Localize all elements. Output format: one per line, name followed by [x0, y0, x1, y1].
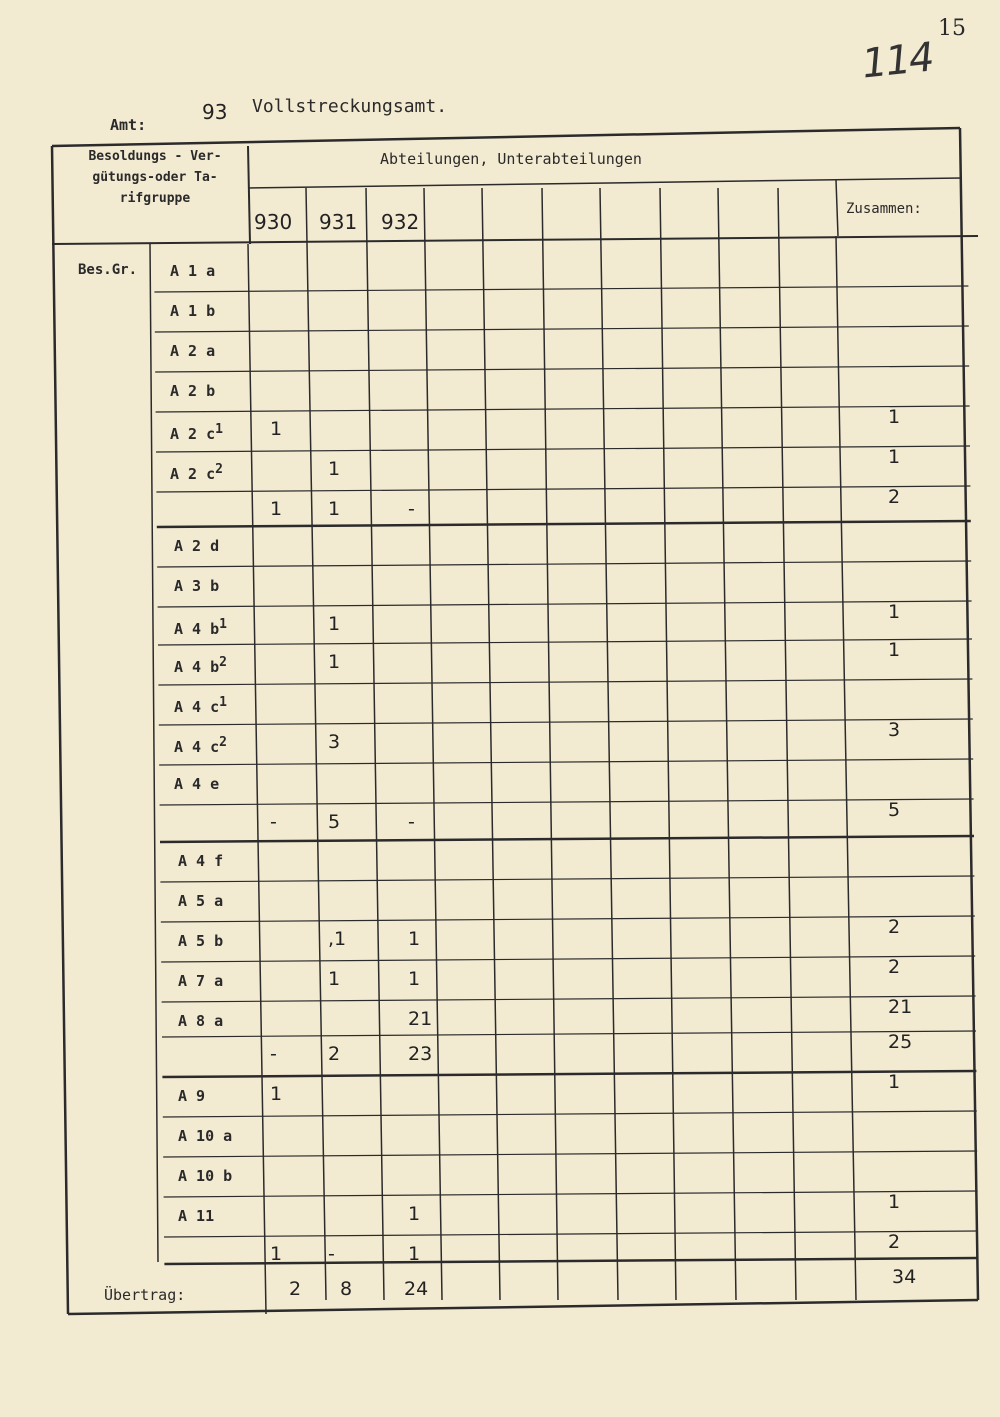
group-label: [178, 892, 223, 910]
row-total: 1: [888, 601, 901, 623]
group-label: [170, 462, 223, 483]
group-label-text: A 7 a: [178, 972, 224, 990]
row-total: 2: [888, 956, 901, 978]
bes-gr-label: Bes.Gr.: [78, 262, 138, 278]
column-line: [424, 188, 442, 1300]
group-label: [178, 932, 223, 950]
departments-header: Abteilungen, Unterabteilungen: [380, 150, 642, 168]
cell-value: 1: [408, 1243, 421, 1265]
row-line: [163, 1111, 977, 1117]
department-930: 930: [254, 210, 293, 234]
group-label: [174, 655, 227, 676]
row-line: [162, 1031, 976, 1037]
group-label: [178, 852, 223, 870]
subtotal-line: [164, 1258, 978, 1264]
header-total-divider: [836, 180, 838, 236]
row-line: [160, 876, 974, 882]
group-label: [170, 302, 215, 320]
cell-value: 1: [270, 1243, 283, 1265]
group-header-line: Besoldungs - Ver-: [88, 149, 222, 164]
group-label-text: A 4 c: [174, 698, 220, 716]
row-line: [154, 286, 968, 292]
row-total: 2: [888, 486, 901, 508]
row-line: [158, 679, 972, 685]
cell-value: -: [408, 811, 415, 833]
group-label-text: A 10 b: [178, 1167, 233, 1185]
department-931: 931: [319, 210, 358, 234]
cell-value: 1: [408, 968, 421, 990]
cell-value: -: [270, 1043, 277, 1065]
row-total: 1: [888, 446, 901, 468]
office-name: Vollstreckungsamt.: [252, 96, 448, 117]
column-line: [778, 188, 796, 1300]
group-label-text: A 1 a: [170, 262, 216, 280]
total-header: Zusammen:: [846, 201, 922, 217]
table-border-right: [960, 128, 978, 1300]
table-border-top: [52, 128, 960, 146]
group-label-text: A 3 b: [174, 577, 220, 595]
row-line: [158, 601, 972, 607]
cell-value: 1: [328, 458, 341, 480]
group-label: [170, 262, 215, 280]
table-border-left: [52, 146, 68, 1314]
group-label: [178, 1207, 214, 1225]
group-column-header: [62, 146, 248, 209]
group-label-text: A 9: [178, 1087, 206, 1105]
group-label: [178, 972, 223, 990]
row-line: [161, 956, 975, 962]
group-label-text: A 2 b: [170, 382, 216, 400]
cell-value: 1: [270, 418, 283, 440]
group-label-superscript: 1: [219, 617, 227, 632]
group-label: [174, 537, 219, 555]
row-line: [164, 1231, 978, 1237]
cell-value: 1: [408, 1203, 421, 1225]
handwritten-folio-number: 114: [859, 34, 935, 88]
column-line: [248, 244, 266, 1314]
row-total: 3: [888, 719, 901, 741]
group-label: [174, 735, 227, 756]
office-label: Amt:: [110, 116, 147, 134]
group-label-text: A 4 c: [174, 738, 220, 756]
group-label-superscript: 1: [219, 695, 227, 710]
group-label: [170, 342, 215, 360]
subtotal-line: [160, 836, 974, 842]
group-label: [174, 617, 227, 638]
cell-value: 1: [328, 498, 341, 520]
row-line: [159, 759, 973, 765]
group-label-text: A 4 f: [178, 852, 224, 870]
page-number: 15: [938, 16, 966, 41]
uebertrag-value: 24: [404, 1278, 429, 1300]
cell-value: 23: [408, 1043, 433, 1065]
cell-value: 2: [328, 1043, 341, 1065]
group-label-text: A 2 a: [170, 342, 216, 360]
row-line: [161, 916, 975, 922]
group-header-line: rifgruppe: [119, 191, 191, 206]
subtotal-line: [157, 521, 971, 527]
cell-value: 1: [270, 1083, 283, 1105]
subtotal-line: [162, 1071, 976, 1077]
row-line: [159, 719, 973, 725]
group-label-text: A 4 b: [174, 658, 220, 676]
cell-value: 1: [408, 928, 421, 950]
group-label: [178, 1127, 232, 1145]
group-label-text: A 5 b: [178, 932, 224, 950]
group-header-line: gütungs-oder Ta-: [92, 170, 218, 185]
group-label-text: A 11: [178, 1207, 215, 1225]
row-line: [162, 996, 976, 1002]
cell-value: 1: [328, 651, 341, 673]
header-group-divider: [248, 146, 250, 244]
row-line: [163, 1151, 977, 1157]
row-total: 25: [888, 1031, 913, 1053]
row-total: 21: [888, 996, 913, 1018]
group-label: [178, 1167, 232, 1185]
group-label-superscript: 2: [215, 462, 223, 477]
row-line: [156, 406, 970, 412]
row-line: [155, 326, 969, 332]
header-sub-line: [248, 178, 962, 188]
group-label-text: A 4 e: [174, 775, 220, 793]
column-line: [366, 188, 384, 1300]
row-line: [164, 1191, 978, 1197]
cell-value: 5: [328, 811, 341, 833]
uebertrag-value: 2: [289, 1278, 302, 1300]
cell-value: -: [328, 1243, 335, 1265]
row-total: 1: [888, 406, 901, 428]
row-total: 2: [888, 1231, 901, 1253]
group-label-text: A 8 a: [178, 1012, 224, 1030]
cell-value: ,1: [328, 928, 347, 950]
group-label: [170, 422, 223, 443]
row-line: [157, 561, 971, 567]
cell-value: 1: [270, 498, 283, 520]
cell-value: 3: [328, 731, 341, 753]
group-label: [174, 577, 219, 595]
row-line: [160, 799, 974, 805]
group-label: [174, 775, 219, 793]
column-line: [482, 188, 500, 1300]
group-label-superscript: 2: [219, 735, 227, 750]
uebertrag-label: Übertrag:: [104, 1286, 186, 1304]
column-line: [150, 244, 158, 1262]
cell-value: 21: [408, 1008, 433, 1030]
row-line: [155, 366, 969, 372]
group-label-text: A 2 c: [170, 465, 216, 483]
column-line: [600, 188, 618, 1300]
column-line: [306, 188, 326, 1300]
group-label: [178, 1087, 205, 1105]
column-line: [660, 188, 676, 1300]
column-line: [836, 236, 856, 1300]
department-932: 932: [381, 210, 420, 234]
row-total: 1: [888, 1071, 901, 1093]
office-number: 93: [202, 100, 228, 124]
uebertrag-total: 34: [892, 1266, 917, 1288]
row-line: [156, 446, 970, 452]
uebertrag-value: 8: [340, 1278, 353, 1300]
cell-value: -: [270, 811, 277, 833]
row-total: 1: [888, 639, 901, 661]
row-line: [156, 486, 970, 492]
group-label: [170, 382, 215, 400]
group-label-superscript: 1: [215, 422, 223, 437]
group-label-text: A 4 b: [174, 620, 220, 638]
group-label-superscript: 2: [219, 655, 227, 670]
cell-value: -: [408, 498, 415, 520]
row-total: 2: [888, 916, 901, 938]
cell-value: 1: [328, 968, 341, 990]
row-line: [158, 639, 972, 645]
cell-value: 1: [328, 613, 341, 635]
group-label-text: A 10 a: [178, 1127, 233, 1145]
row-total: 1: [888, 1191, 901, 1213]
group-label: [174, 695, 227, 716]
header-bottom-line: [52, 236, 978, 244]
column-line: [718, 188, 736, 1300]
column-line: [542, 188, 558, 1300]
group-label-text: A 2 d: [174, 537, 220, 555]
group-label-text: A 2 c: [170, 425, 216, 443]
table-border-bottom: [68, 1300, 978, 1314]
row-total: 5: [888, 799, 901, 821]
group-label-text: A 1 b: [170, 302, 216, 320]
group-label-text: A 5 a: [178, 892, 224, 910]
group-label: [178, 1012, 223, 1030]
